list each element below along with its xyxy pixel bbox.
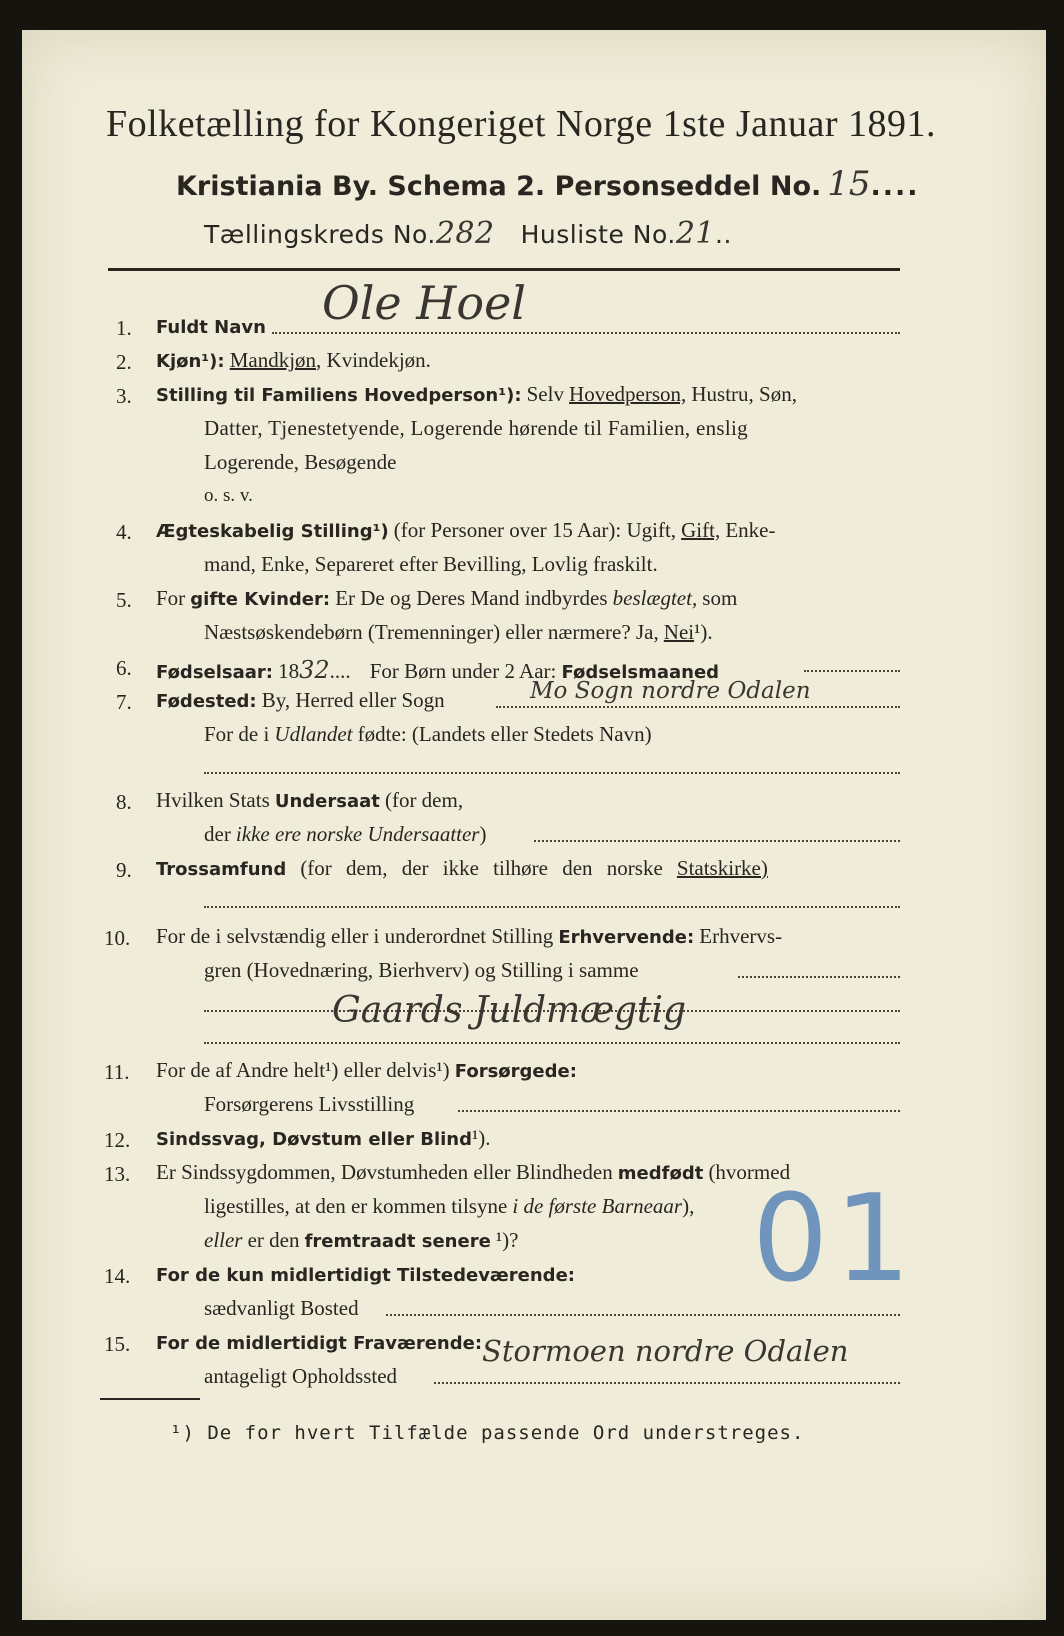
form-title: Folketælling for Kongeriget Norge 1ste Januar 1891. — [106, 103, 937, 145]
congenital-text: Er Sindssygdommen, Døvstumheden eller Blindheden — [156, 1160, 613, 1184]
personseddel-line: Kristiania By. Schema 2. Personseddel No. 15.... — [176, 164, 920, 204]
citizenship-text: der — [204, 822, 231, 846]
birthplace-line2 — [204, 724, 652, 745]
marital-line2: mand, Enke, Separeret efter Bevilling, Lovlig fraskilt. — [204, 552, 658, 576]
occupation-line2: gren (Hovednæring, Bierhverv) og Stilling i samme — [204, 958, 639, 982]
item-number: 15. — [104, 1332, 131, 1356]
congenital-text: ¹)? — [495, 1228, 519, 1252]
disability-text: ¹). — [471, 1126, 491, 1150]
gender-selected: Mandkjøn — [229, 348, 317, 372]
kinship-line1 — [156, 588, 737, 610]
marital-text: Enke- — [725, 518, 776, 542]
usual-residence-dotted-line — [386, 1314, 900, 1316]
occupation-line1 — [156, 926, 782, 948]
occupation-text: For de i selvstændig eller i underordnet Stilling — [156, 924, 554, 948]
dependent-line2: Forsørgerens Livsstilling — [204, 1092, 415, 1116]
birthplace-answer: Mo Sogn nordre Odalen — [530, 678, 811, 704]
kreds-number: 282 — [435, 216, 495, 251]
header-rule — [108, 268, 900, 271]
kinship-text: Næstsøskendebørn (Tremenninger) eller nærmere? Ja, — [204, 620, 659, 644]
disability-label: Sindssvag, Døvstum eller Blind — [156, 1129, 472, 1150]
later-onset-label: fremtraadt senere — [304, 1231, 491, 1252]
position-selected: Hovedperson, — [569, 382, 687, 406]
occupation-text: Erhvervs- — [699, 924, 783, 948]
religion-selected: Statskirke) — [676, 856, 768, 880]
religion-text: (for dem, der ikke tilhøre den norske — [300, 856, 663, 880]
birthyear-answer: 32 — [299, 656, 330, 684]
birthmonth-dotted-line — [804, 670, 900, 672]
footnote-rule — [100, 1398, 200, 1400]
kinship-selected: Nei — [663, 620, 695, 644]
item-number: 11. — [104, 1060, 130, 1084]
position-text: Hustru, Søn, — [691, 382, 797, 406]
marital-line1 — [156, 520, 775, 542]
religion-line — [156, 858, 768, 880]
citizenship-italic: ikke ere norske Undersaatter — [235, 822, 480, 846]
occupation-dotted-line — [738, 976, 900, 978]
gender-line: Kjøn¹): Mandkjøn, Kvindekjøn. — [156, 348, 431, 372]
birthplace-text: For de i — [204, 722, 270, 746]
birthyear-prefix: 18 — [278, 659, 300, 683]
item-number: 14. — [104, 1264, 131, 1288]
congenital-italic: i de første Barneaar — [512, 1194, 683, 1218]
usual-residence-label: sædvanligt Bosted — [204, 1296, 359, 1320]
birthyear-line: Fødselsaar: 1832.... For Børn under 2 Aar: Fødselsmaaned — [156, 656, 720, 684]
marital-text: (for Personer over 15 Aar): Ugift, — [393, 518, 677, 542]
dependent-line1 — [156, 1060, 577, 1082]
position-line3: Logerende, Besøgende — [204, 450, 397, 474]
birthplace-dotted-line2 — [204, 772, 900, 774]
husliste-label: Husliste No. — [520, 220, 676, 249]
citizenship-line2: der ikke ere norske Undersaatter) — [204, 822, 487, 846]
congenital-label: medfødt — [617, 1163, 704, 1184]
occupation-answer: Gaards Juldmægtig — [332, 990, 687, 1031]
item-number: 2. — [116, 350, 132, 374]
occupation-dotted-line3 — [204, 1042, 900, 1044]
dependent-label: Forsørgede: — [454, 1061, 577, 1082]
disability-line — [156, 1128, 491, 1150]
religion-dotted-line — [204, 906, 900, 908]
kreds-label: Tællingskreds No. — [204, 220, 436, 249]
congenital-text: ligestilles, at den er kommen tilsyne — [204, 1194, 508, 1218]
item-number: 12. — [104, 1128, 131, 1152]
kreds-line: Tællingskreds No.282 Husliste No.21.. — [204, 216, 732, 251]
birthplace-italic: Udlandet — [274, 722, 353, 746]
husliste-number: 21 — [675, 216, 715, 251]
kinship-text: Er De og Deres Mand indbyrdes — [335, 586, 608, 610]
census-form-page — [22, 30, 1046, 1620]
congenital-text: ), — [682, 1194, 695, 1218]
item-number: 6. — [116, 656, 132, 680]
temporary-absent-label: For de midlertidigt Fraværende: — [156, 1333, 483, 1354]
full-name-label: Fuldt Navn — [156, 317, 266, 338]
temporary-present-label: For de kun midlertidigt Tilstedeværende: — [156, 1265, 575, 1286]
congenital-text: (hvormed — [708, 1160, 791, 1184]
congenital-italic: eller — [204, 1228, 243, 1252]
full-name-answer: Ole Hoel — [322, 276, 527, 330]
occupation-label: Erhvervende: — [558, 927, 695, 948]
birthyear-label: Fødselsaar: — [156, 662, 273, 683]
birthplace-dotted-line — [496, 706, 900, 708]
gender-label: Kjøn¹): — [156, 351, 225, 372]
citizenship-line1 — [156, 790, 463, 812]
probable-residence-answer: Stormoen nordre Odalen — [482, 1334, 849, 1368]
marital-label: Ægteskabelig Stilling¹) — [156, 521, 389, 542]
position-line2: Datter, Tjenestetyende, Logerende hørende til Familien, enslig — [204, 416, 748, 440]
birthplace-line1 — [156, 690, 445, 712]
item-number: 4. — [116, 520, 132, 544]
dependent-dotted-line — [458, 1110, 900, 1112]
personseddel-label: Kristiania By. Schema 2. Personseddel No. — [176, 171, 822, 202]
footnote: ¹) De for hvert Tilfælde passende Ord understreges. — [170, 1422, 805, 1444]
citizenship-label: Undersaat — [274, 791, 380, 812]
kinship-label: gifte Kvinder: — [190, 589, 331, 610]
congenital-line3 — [204, 1230, 519, 1252]
religion-label: Trossamfund — [156, 859, 287, 880]
gender-option-female: Kvindekjøn. — [326, 348, 431, 372]
kinship-text: ¹). — [694, 620, 713, 644]
kinship-line2 — [204, 622, 713, 643]
position-line4: o. s. v. — [204, 485, 253, 506]
citizenship-dotted-line — [534, 840, 900, 842]
kinship-text: som — [702, 586, 738, 610]
marital-selected: Gift, — [681, 518, 721, 542]
item-number: 8. — [116, 790, 132, 814]
birthyear-text: For Børn under 2 Aar: — [369, 659, 557, 683]
birthplace-label: Fødested: — [156, 691, 257, 712]
position-text: Selv — [526, 382, 564, 406]
probable-residence-dotted-line — [434, 1382, 900, 1384]
item-number: 10. — [104, 926, 131, 950]
position-label: Stilling til Familiens Hovedperson¹): — [156, 385, 522, 406]
name-dotted-line — [272, 332, 900, 334]
birthplace-text: By, Herred eller Sogn — [261, 688, 445, 712]
blue-pencil-mark: 01 — [752, 1170, 917, 1309]
birthplace-text: fødte: (Landets eller Stedets Navn) — [357, 722, 652, 746]
congenital-line1 — [156, 1162, 790, 1184]
congenital-line2 — [204, 1196, 694, 1217]
citizenship-text: (for dem, — [384, 788, 464, 812]
birthmonth-label: Fødselsmaaned — [561, 662, 720, 683]
item-number: 1. — [116, 316, 132, 340]
kinship-text: For — [156, 586, 186, 610]
position-line1 — [156, 384, 797, 406]
item-number: 9. — [116, 858, 132, 882]
item-number: 13. — [104, 1162, 131, 1186]
item-number: 5. — [116, 588, 132, 612]
item-number: 3. — [116, 384, 132, 408]
congenital-text: er den — [247, 1228, 300, 1252]
kinship-italic: beslægtet, — [612, 586, 698, 610]
personseddel-number: 15 — [827, 164, 871, 204]
item-number: 7. — [116, 690, 132, 714]
dependent-text: For de af Andre helt¹) eller delvis¹) — [156, 1058, 450, 1082]
citizenship-text: Hvilken Stats — [156, 788, 270, 812]
probable-residence-label: antageligt Opholdssted — [204, 1364, 398, 1388]
